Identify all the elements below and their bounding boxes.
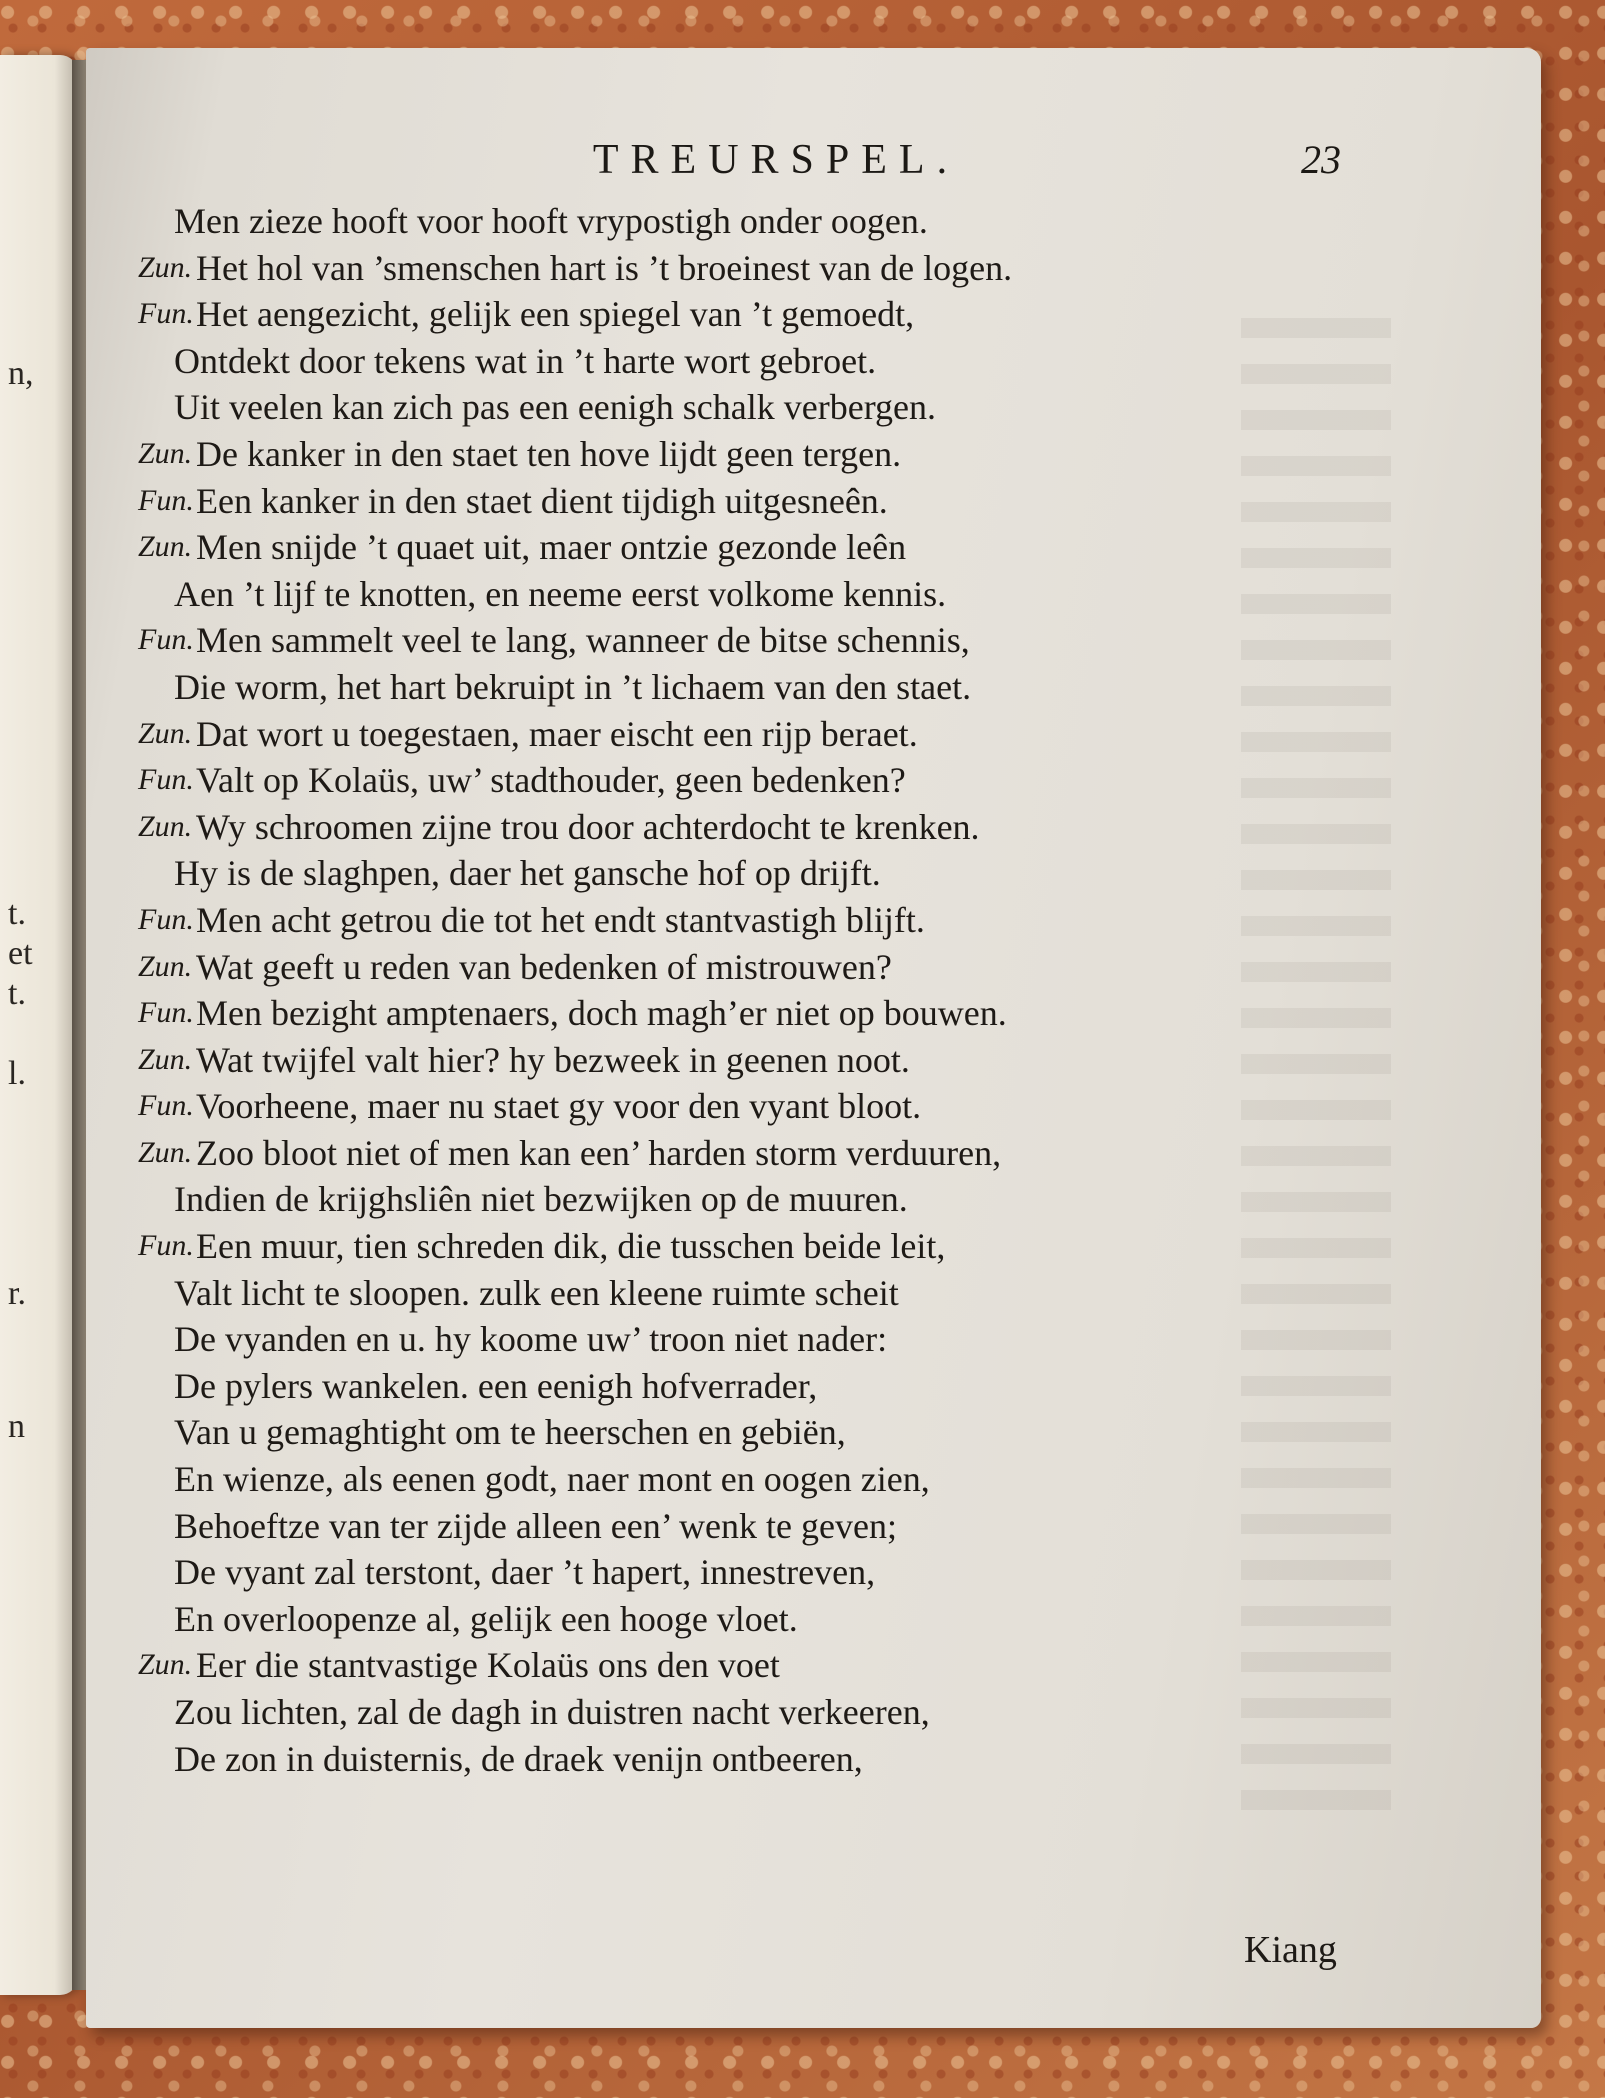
verse-line-text: Valt op Kolaüs, uw’ stadthouder, geen bedenken? [196, 760, 906, 801]
verse-line [86, 804, 1486, 851]
verse-line [86, 711, 1486, 758]
verse-line-text: Voorheene, maer nu staet gy voor den vyant bloot. [196, 1086, 922, 1127]
verse-line-text: Een kanker in den staet dient tijdigh uitgesneên. [196, 480, 888, 521]
verse-line [86, 757, 1486, 804]
verse-line [86, 524, 1486, 571]
catchword: Kiang [1244, 1929, 1337, 1971]
verse-line [86, 291, 1486, 338]
verse-line-text: Die worm, het hart bekruipt in ’t lichaem van den staet. [174, 666, 972, 707]
verse-line [86, 1642, 1486, 1689]
speaker-label: Fun. [138, 297, 194, 331]
verse-line-text: Valt licht te sloopen. zulk een kleene ruimte scheit [174, 1272, 899, 1313]
verse-line-text: Wy schroomen zijne trou door achterdocht te krenken. [196, 806, 980, 847]
verse-line-text: Wat geeft u reden van bedenken of mistrouwen? [196, 946, 892, 987]
facing-page-fragment: t. [8, 975, 26, 1012]
verse-line [86, 338, 1486, 385]
verse-line-text: De pylers wankelen. een eenigh hofverrader, [174, 1365, 818, 1406]
verse-line [86, 1736, 1486, 1783]
speaker-label: Zun. [138, 250, 193, 284]
verse-line [86, 1176, 1486, 1223]
verse-line [86, 245, 1486, 292]
verse-line-text: Zou lichten, zal de dagh in duistren nacht verkeeren, [174, 1692, 930, 1732]
verse-line [86, 1083, 1486, 1130]
facing-page-fragment: et [8, 935, 33, 972]
verse-line [86, 1037, 1486, 1084]
speaker-label: Fun. [138, 996, 194, 1030]
verse-line-text: Behoeftze van ter zijde alleen een’ wenk te geven; [174, 1505, 897, 1546]
verse-line [86, 478, 1486, 525]
facing-page-fragment: n [8, 1408, 25, 1445]
verse-line [86, 1130, 1486, 1177]
speaker-label: Fun. [138, 1229, 194, 1263]
facing-page-fragment: t. [8, 895, 26, 932]
verse-line [86, 571, 1486, 618]
speaker-label: Zun. [138, 436, 193, 470]
verse-line-text: Men snijde ’t quaet uit, maer ontzie gezonde leên [196, 527, 907, 568]
verse-line-text: De vyant zal terstont, daer ’t hapert, innestreven, [174, 1552, 876, 1593]
verse-line-text: En overloopenze al, gelijk een hooge vloet. [174, 1598, 798, 1639]
verse-line-text: Een muur, tien schreden dik, die tusschen beide leit, [196, 1226, 946, 1267]
speaker-label: Fun. [138, 763, 194, 797]
verse-line-text: Indien de krijghsliên niet bezwijken op de muuren. [174, 1179, 908, 1220]
speaker-label: Zun. [138, 809, 193, 843]
verse-line-text: Ontdekt door tekens wat in ’t harte wort gebroet. [174, 340, 877, 381]
verse-line-text: De vyanden en u. hy koome uw’ troon niet nader: [174, 1319, 888, 1360]
verse-line [86, 990, 1486, 1037]
verse-line-text: De zon in duisternis, de draek venijn ontbeeren, [174, 1738, 863, 1779]
verse-line [86, 431, 1486, 478]
verse-line-text: Uit veelen kan zich pas een eenigh schalk verbergen. [174, 387, 937, 428]
verse-line [86, 897, 1486, 944]
verse-line-text: Aen ’t lijf te knotten, en neeme eerst volkome kennis. [174, 573, 947, 614]
verse-line-text: Van u gemaghtight om te heerschen en gebiën, [174, 1412, 846, 1453]
verse-line-text: Men bezight amptenaers, doch magh’er niet op bouwen. [196, 993, 1007, 1034]
speaker-label: Zun. [138, 1135, 193, 1169]
verse-line [86, 1363, 1486, 1410]
verse-line-text: Hy is de slaghpen, daer het gansche hof op drijft. [174, 853, 881, 894]
verse-line-text: Het aengezicht, gelijk een spiegel van ’t gemoedt, [196, 294, 915, 335]
speaker-label: Fun. [138, 902, 194, 936]
speaker-label: Zun. [138, 716, 193, 750]
verse-line-text: Eer die stantvastige Kolaüs ons den voet [196, 1645, 780, 1686]
verse-line [86, 617, 1486, 664]
verse-line-text: Men acht getrou die tot het endt stantvastigh blijft. [196, 899, 925, 940]
verse-line [86, 1549, 1486, 1596]
facing-page-fragment: n, [8, 355, 34, 392]
speaker-label: Fun. [138, 623, 194, 657]
facing-page-fragment: r. [8, 1275, 26, 1312]
verse-line [86, 1409, 1486, 1456]
verse-line [86, 1689, 1486, 1736]
verse-line [86, 198, 1486, 245]
verse-line-text: Zoo bloot niet of men kan een’ harden storm verduuren, [196, 1132, 1002, 1173]
speaker-label: Zun. [138, 949, 193, 983]
verse-line-text: Men sammelt veel te lang, wanneer de bitse schennis, [196, 620, 970, 661]
verse-line-text: Dat wort u toegestaen, maer eischt een rijp beraet. [196, 713, 918, 754]
verse-text [86, 198, 1486, 1782]
verse-line [86, 1503, 1486, 1550]
facing-page-edge [0, 55, 78, 1995]
verse-line [86, 1270, 1486, 1317]
speaker-label: Fun. [138, 1089, 194, 1123]
verse-line-text: De kanker in den staet ten hove lijdt geen tergen. [196, 433, 902, 474]
verse-line [86, 1596, 1486, 1643]
verse-line [86, 850, 1486, 897]
verse-line-text: En wienze, als eenen godt, naer mont en oogen zien, [174, 1459, 930, 1500]
verse-line-text: Het hol van ’smenschen hart is ’t broeinest van de logen. [196, 247, 1013, 288]
speaker-label: Zun. [138, 1042, 193, 1076]
verse-line [86, 1223, 1486, 1270]
verse-line [86, 1316, 1486, 1363]
book-page [86, 48, 1541, 2028]
page-number: 23 [1301, 137, 1341, 182]
verse-line-text: Wat twijfel valt hier? hy bezweek in geenen noot. [196, 1039, 910, 1080]
verse-line [86, 384, 1486, 431]
speaker-label: Zun. [138, 530, 193, 564]
verse-line [86, 664, 1486, 711]
running-head: TREURSPEL. [592, 137, 960, 183]
speaker-label: Fun. [138, 483, 194, 517]
facing-page-fragment: l. [8, 1055, 26, 1092]
verse-line [86, 944, 1486, 991]
verse-line [86, 1456, 1486, 1503]
speaker-label: Zun. [138, 1648, 193, 1682]
verse-line-text: Men zieze hooft voor hooft vrypostigh onder oogen. [174, 201, 928, 241]
